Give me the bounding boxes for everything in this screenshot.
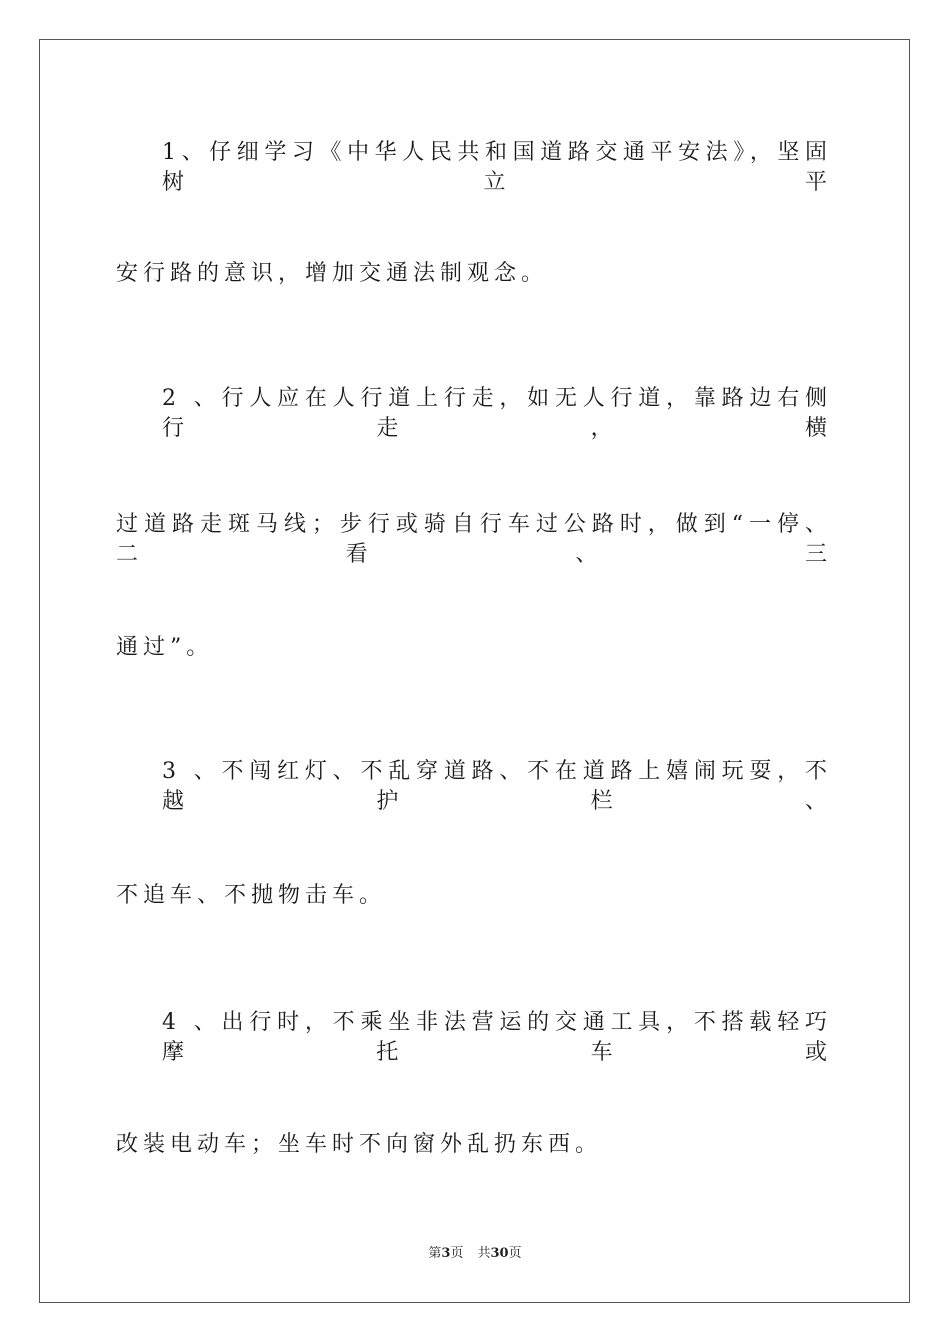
total-prefix: 共 — [477, 1246, 491, 1261]
paragraph-2-line-3: 通过”。 — [116, 635, 214, 660]
paragraph-2-line-1: 2 、行人应在人行道上行走，如无人行道，靠路边右侧行走，横 — [162, 386, 832, 441]
page-frame — [39, 39, 910, 1303]
paragraph-3-line-2: 不追车、不抛物击车。 — [116, 883, 387, 908]
paragraph-4-line-1: 4 、出行时，不乘坐非法营运的交通工具，不搭载轻巧摩托车或 — [162, 1010, 832, 1065]
page-footer — [0, 1245, 950, 1263]
page-prefix: 第 — [428, 1246, 442, 1261]
current-page-number: 3 — [441, 1246, 451, 1261]
total-page-number: 30 — [490, 1246, 509, 1261]
paragraph-3-line-1: 3 、不闯红灯、不乱穿道路、不在道路上嬉闹玩耍，不越护栏、 — [162, 759, 832, 814]
page-suffix: 页 — [450, 1246, 464, 1261]
paragraph-4-line-2: 改装电动车；坐车时不向窗外乱扔东西。 — [116, 1132, 603, 1157]
paragraph-1-line-1: 1、仔细学习《中华人民共和国道路交通平安法》，坚固树立平 — [162, 140, 832, 195]
total-suffix: 页 — [508, 1246, 522, 1261]
paragraph-1-line-2: 安行路的意识，增加交通法制观念。 — [116, 261, 549, 286]
paragraph-2-line-2: 过道路走斑马线；步行或骑自行车过公路时，做到“一停、二看、三 — [116, 512, 832, 567]
